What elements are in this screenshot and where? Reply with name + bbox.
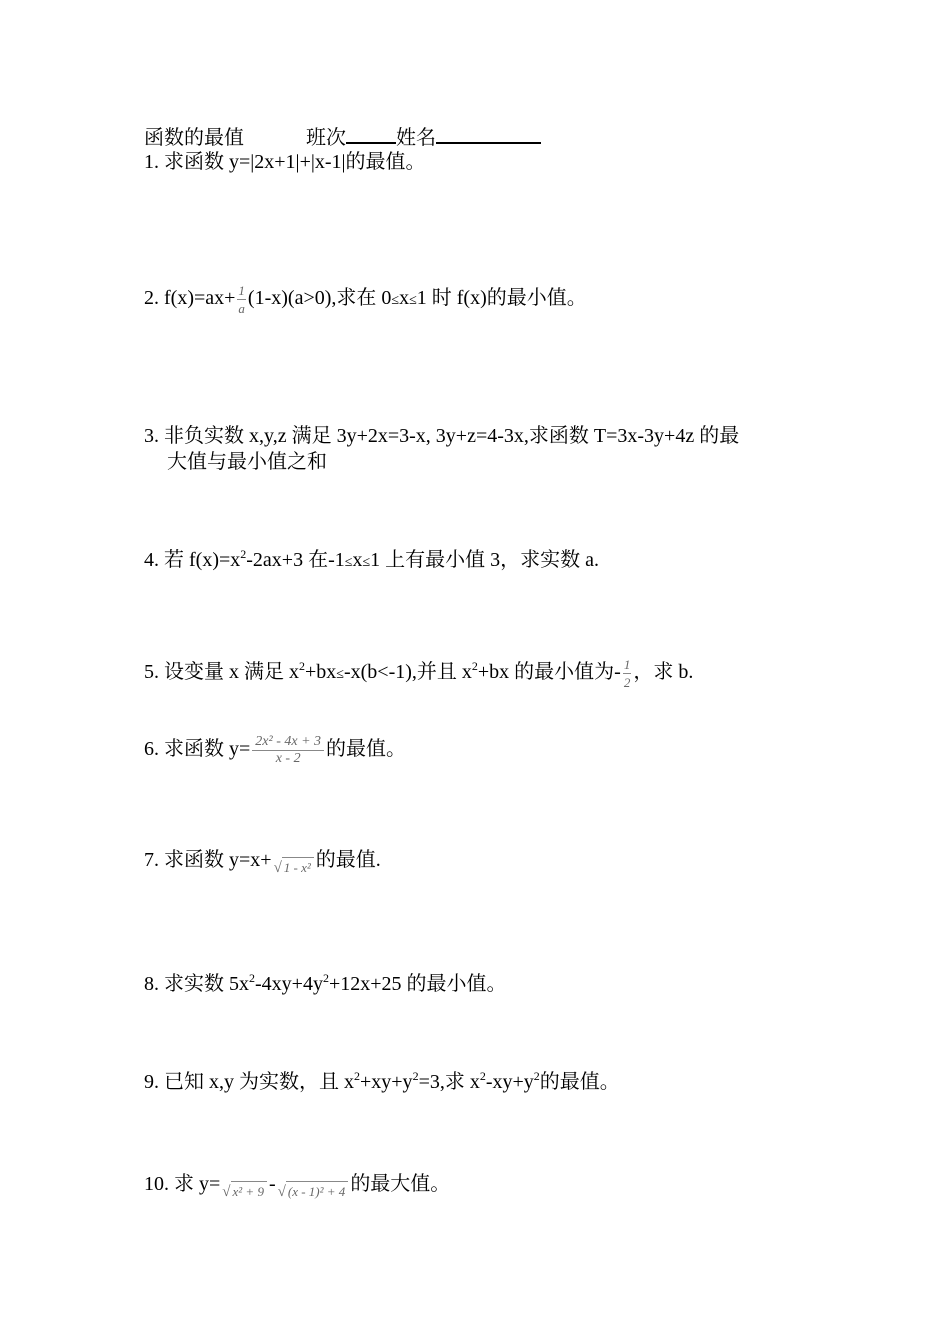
problem-number: 3.	[144, 425, 159, 447]
fraction-denominator: a	[238, 301, 245, 316]
exponent: 2	[249, 971, 255, 985]
problem-text: 求函数 y=	[164, 738, 251, 761]
problem-text: 大值与最小值之和	[167, 451, 327, 473]
fraction-denominator: x - 2	[275, 751, 301, 766]
problem-text: 求 y=	[174, 1173, 221, 1195]
name-label: 姓名	[396, 127, 436, 149]
problem-text: x	[399, 287, 410, 310]
problem-text: -2ax+3 在-1	[246, 549, 345, 571]
problem-1	[144, 150, 426, 174]
problem-text: 的最值。	[539, 1071, 620, 1093]
exponent: 2	[533, 1069, 540, 1083]
problem-text: 若 f(x)=x	[164, 549, 241, 571]
problem-number: 2.	[144, 287, 159, 310]
problem-text: -xy+y	[485, 1071, 534, 1093]
name-blank[interactable]	[436, 124, 541, 144]
problem-text: 1 时 f(x)的最小值。	[416, 287, 587, 310]
problem-4	[144, 548, 599, 575]
exponent: 2	[322, 971, 329, 985]
problem-text: ，求 b.	[633, 661, 694, 684]
radicand: x² + 9	[231, 1181, 267, 1199]
problem-text: x	[352, 549, 363, 571]
le-sign: ≤	[344, 555, 353, 570]
fraction	[237, 284, 246, 315]
problem-text: 的最值.	[315, 849, 381, 871]
worksheet-title: 函数的最值	[144, 127, 244, 149]
problem-text: 的最值。	[326, 738, 407, 761]
exponent: 2	[412, 1069, 419, 1083]
le-sign: ≤	[362, 555, 371, 570]
problem-number: 8.	[144, 973, 159, 995]
problem-text: 非负实数 x,y,z 满足 3y+2x=3-x, 3y+z=4-3x,求函数 T=3x-3y+4z 的最	[164, 425, 740, 447]
fraction-numerator: 1	[623, 657, 631, 672]
exponent: 2	[299, 659, 305, 674]
problem-3-continued	[167, 450, 327, 474]
fraction-numerator: 2x² - 4x + 3	[252, 734, 324, 751]
problem-text: 求实数 5x	[164, 973, 249, 995]
problem-text: 求函数 y=x+	[164, 849, 272, 871]
square-root: √ (x - 1)² + 4	[278, 1185, 349, 1200]
problem-number: 5.	[144, 661, 159, 684]
exponent: 2	[354, 1069, 360, 1083]
problem-8	[144, 972, 507, 996]
problem-10	[144, 1172, 450, 1200]
fraction	[623, 658, 632, 689]
problem-2	[144, 284, 587, 315]
problem-number: 6.	[144, 738, 159, 761]
exponent: 2	[479, 1069, 486, 1083]
le-sign: ≤	[336, 667, 344, 683]
problem-number: 9.	[144, 1071, 159, 1093]
le-sign: ≤	[409, 293, 417, 309]
problem-9	[144, 1070, 620, 1094]
problem-text: 求函数 y=|2x+1|+|x-1|的最值。	[164, 151, 426, 173]
le-sign: ≤	[391, 293, 400, 309]
problem-text: +xy+y	[360, 1071, 413, 1093]
problem-text: f(x)=ax+	[164, 287, 236, 310]
problem-number: 1.	[144, 151, 159, 173]
problem-number: 4.	[144, 549, 159, 571]
problem-text: =3,求 x	[418, 1071, 480, 1093]
problem-text: +bx	[305, 661, 337, 684]
fraction-denominator: 2	[623, 675, 631, 690]
minus-sign: -	[268, 1173, 276, 1195]
problem-text: 已知 x,y 为实数，且 x	[164, 1071, 354, 1093]
radicand: (x - 1)² + 4	[286, 1181, 348, 1199]
problem-text: 的最大值。	[350, 1173, 451, 1195]
problem-text: -4xy+4y	[255, 973, 323, 995]
problem-text: -x(b<-1),并且 x	[343, 661, 472, 684]
problem-text: 设变量 x 满足 x	[164, 661, 299, 684]
problem-number: 7.	[144, 849, 159, 871]
problem-7	[144, 848, 381, 876]
class-label: 班次	[306, 127, 346, 149]
worksheet-header	[144, 124, 541, 150]
square-root: √ 1 - x²	[274, 861, 314, 876]
square-root: √ x² + 9	[222, 1185, 267, 1200]
fraction	[252, 734, 324, 767]
exponent: 2	[240, 547, 247, 561]
problem-text: +12x+25 的最小值。	[328, 973, 507, 995]
problem-text: +bx 的最小值为-	[477, 661, 621, 684]
problem-6	[144, 734, 406, 767]
fraction-numerator: 1	[238, 283, 245, 298]
problem-text: (1-x)(a>0),求在 0	[247, 287, 392, 310]
problem-5	[144, 658, 693, 689]
problem-number: 10.	[144, 1173, 169, 1195]
class-blank[interactable]	[346, 124, 396, 144]
exponent: 2	[471, 659, 478, 674]
problem-3	[144, 424, 739, 448]
problem-text: 1 上有最小值 3，求实数 a.	[370, 549, 600, 571]
radicand: 1 - x²	[282, 857, 314, 875]
